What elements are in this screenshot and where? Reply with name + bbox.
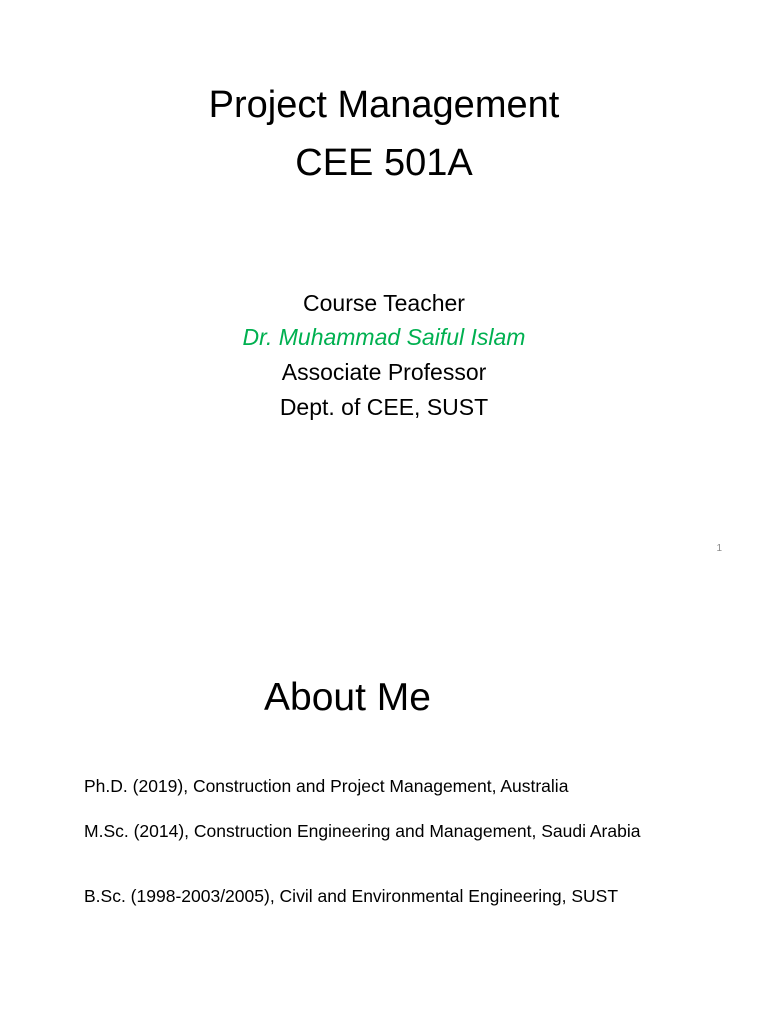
teacher-name: Dr. Muhammad Saiful Islam <box>242 324 526 350</box>
teacher-department: Dept. of CEE, SUST <box>279 394 489 420</box>
teacher-position: Associate Professor <box>281 359 487 385</box>
about-me-title: About Me <box>264 676 431 719</box>
slide-2 <box>0 570 768 1024</box>
page-number: 1 <box>716 543 722 554</box>
course-teacher-label: Course Teacher <box>303 290 465 316</box>
slide-title-line-2: CEE 501A <box>295 142 473 184</box>
slide-title-line-1: Project Management <box>208 84 560 126</box>
education-item-phd: Ph.D. (2019), Construction and Project Management, Australia <box>84 776 569 796</box>
education-item-bsc: B.Sc. (1998-2003/2005), Civil and Environmental Engineering, SUST <box>84 886 619 906</box>
education-item-msc: M.Sc. (2014), Construction Engineering and Management, Saudi Arabia <box>84 821 641 841</box>
